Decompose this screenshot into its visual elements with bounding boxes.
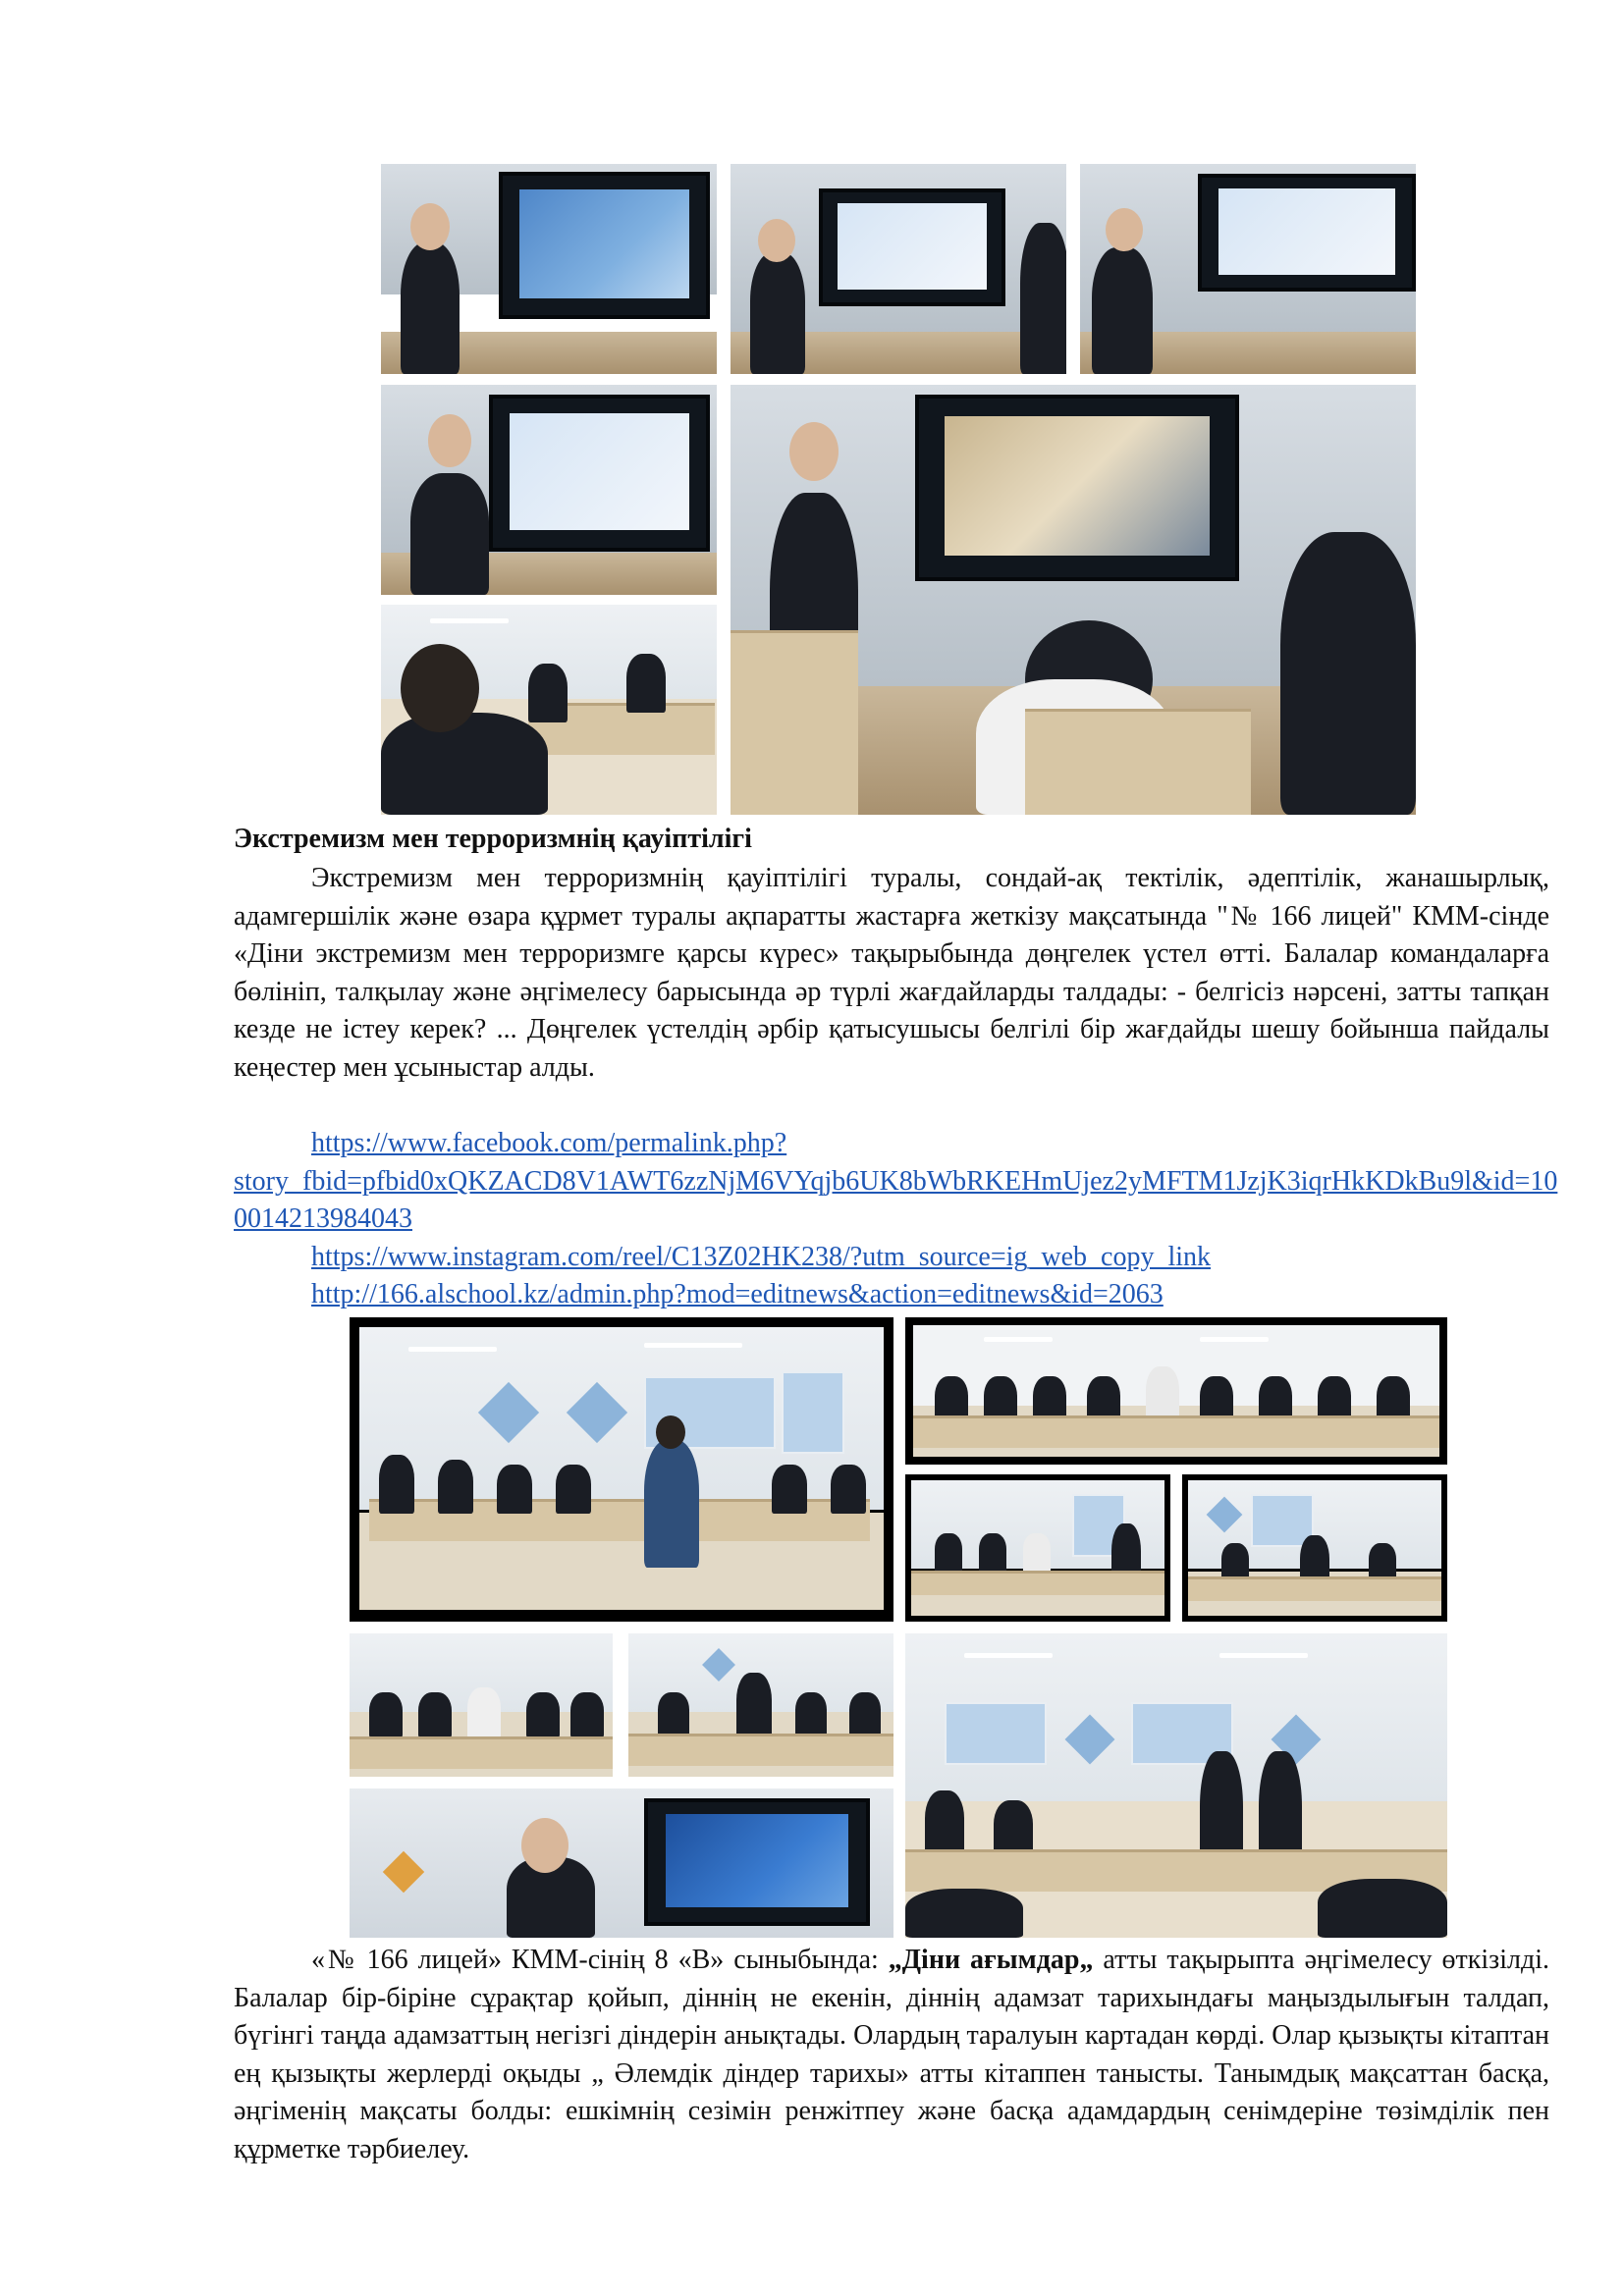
facebook-link-continued[interactable] bbox=[234, 1166, 1557, 1235]
photo-presentation-large bbox=[731, 385, 1416, 815]
photo-presentation-3 bbox=[1080, 164, 1416, 374]
facebook-link-line bbox=[234, 1125, 1569, 1163]
photo-roundtable-2 bbox=[905, 1474, 1170, 1622]
section-paragraph bbox=[234, 860, 1549, 1088]
school-site-link[interactable]: http://166.alschool.kz/admin.php?mod=editnews&action=editnews&id=2063 bbox=[311, 1279, 1164, 1310]
photo-presentation-1 bbox=[381, 164, 717, 374]
photo-roundtable-3 bbox=[1182, 1474, 1447, 1622]
photo-students-seated-2 bbox=[628, 1633, 893, 1777]
facebook-link-line-cont bbox=[234, 1163, 1569, 1239]
photo-classroom-students bbox=[381, 605, 717, 815]
section-paragraph-text: Экстремизм мен терроризмнің қауіптілігі туралы, сондай-ақ тектілік, әдептілік, жанашырлық, адамгершілік және өзара құрмет туралы ақпаратты жастарға жеткізу мақсатында "№ 166 лицей" КММ-сінде «Діни экстремизм мен терроризмге қарсы күрес» тақырыбында дөңгелек үстел өтті. Балалар командаларға бөлініп, талқылау және әңгімелесу барысында әр түрлі жағдайларды талдады: - белгісіз нәрсені, затты тапқан кезде не істеу керек? ... Дөңгелек үстелдің әрбір қатысушысы белгілі бір жағдайды шешу бойынша пайдалы кеңестер мен ұсыныстар алды. bbox=[234, 863, 1549, 1083]
school-link-line bbox=[234, 1276, 1569, 1314]
photo-student-at-screen bbox=[350, 1789, 893, 1938]
instagram-link-line bbox=[234, 1239, 1569, 1277]
photo-presentation-2 bbox=[731, 164, 1066, 374]
facebook-link[interactable] bbox=[311, 1128, 786, 1158]
photo-students-row bbox=[905, 1317, 1447, 1465]
topic-title: „Діни ағымдар„ bbox=[888, 1945, 1094, 1975]
photo-students-seated-1 bbox=[350, 1633, 613, 1777]
facebook-link-part2: story_fbid=pfbid0xQKZACD8V1AWT6zzNjM6VYqjb6UK8bWbRKEHmUjez2yMFTM1JzjK3iqrHkKDkBu9l&id=100014213984043 bbox=[234, 1165, 1558, 1235]
photo-presentation-4 bbox=[381, 385, 717, 595]
links-block bbox=[234, 1125, 1569, 1314]
instagram-link[interactable]: https://www.instagram.com/reel/C13Z02HK238/?utm_source=ig_web_copy_link bbox=[311, 1241, 1212, 1272]
second-paragraph bbox=[234, 1942, 1549, 2169]
second-paragraph-lead: «№ 166 лицей» КММ-сінің 8 «В» сыныбында: bbox=[311, 1945, 889, 1975]
second-paragraph-body: атты тақырыпта әңгімелесу өткізілді. Балалар бір-біріне сұрақтар қойып, діннің не екенін, діннің адамзат тарихындағы маңыздылығын талдап, бүгінгі таңда адамзаттың негізгі діндерін анықтады. Олардың таралуын картадан көрді. Олар қызықты кітаптан ең қызықты жерлерді оқыды „ Әлемдік діндер тарихы» атты кітаппен танысты. Танымдық мақсаттан басқа, әңгіменің мақсаты болды: ешкімнің сезімін ренжітпеу және басқа адамдардың сенімдеріне төзімділік пен құрметке тәрбиелеу. bbox=[234, 1945, 1549, 2164]
photo-roundtable-discussion bbox=[905, 1633, 1447, 1938]
photo-roundtable-teacher bbox=[350, 1317, 893, 1622]
facebook-link-part1: https://www.facebook.com/permalink.php? bbox=[311, 1128, 787, 1158]
section-heading: Экстремизм мен терроризмнің қауіптілігі bbox=[234, 824, 752, 854]
